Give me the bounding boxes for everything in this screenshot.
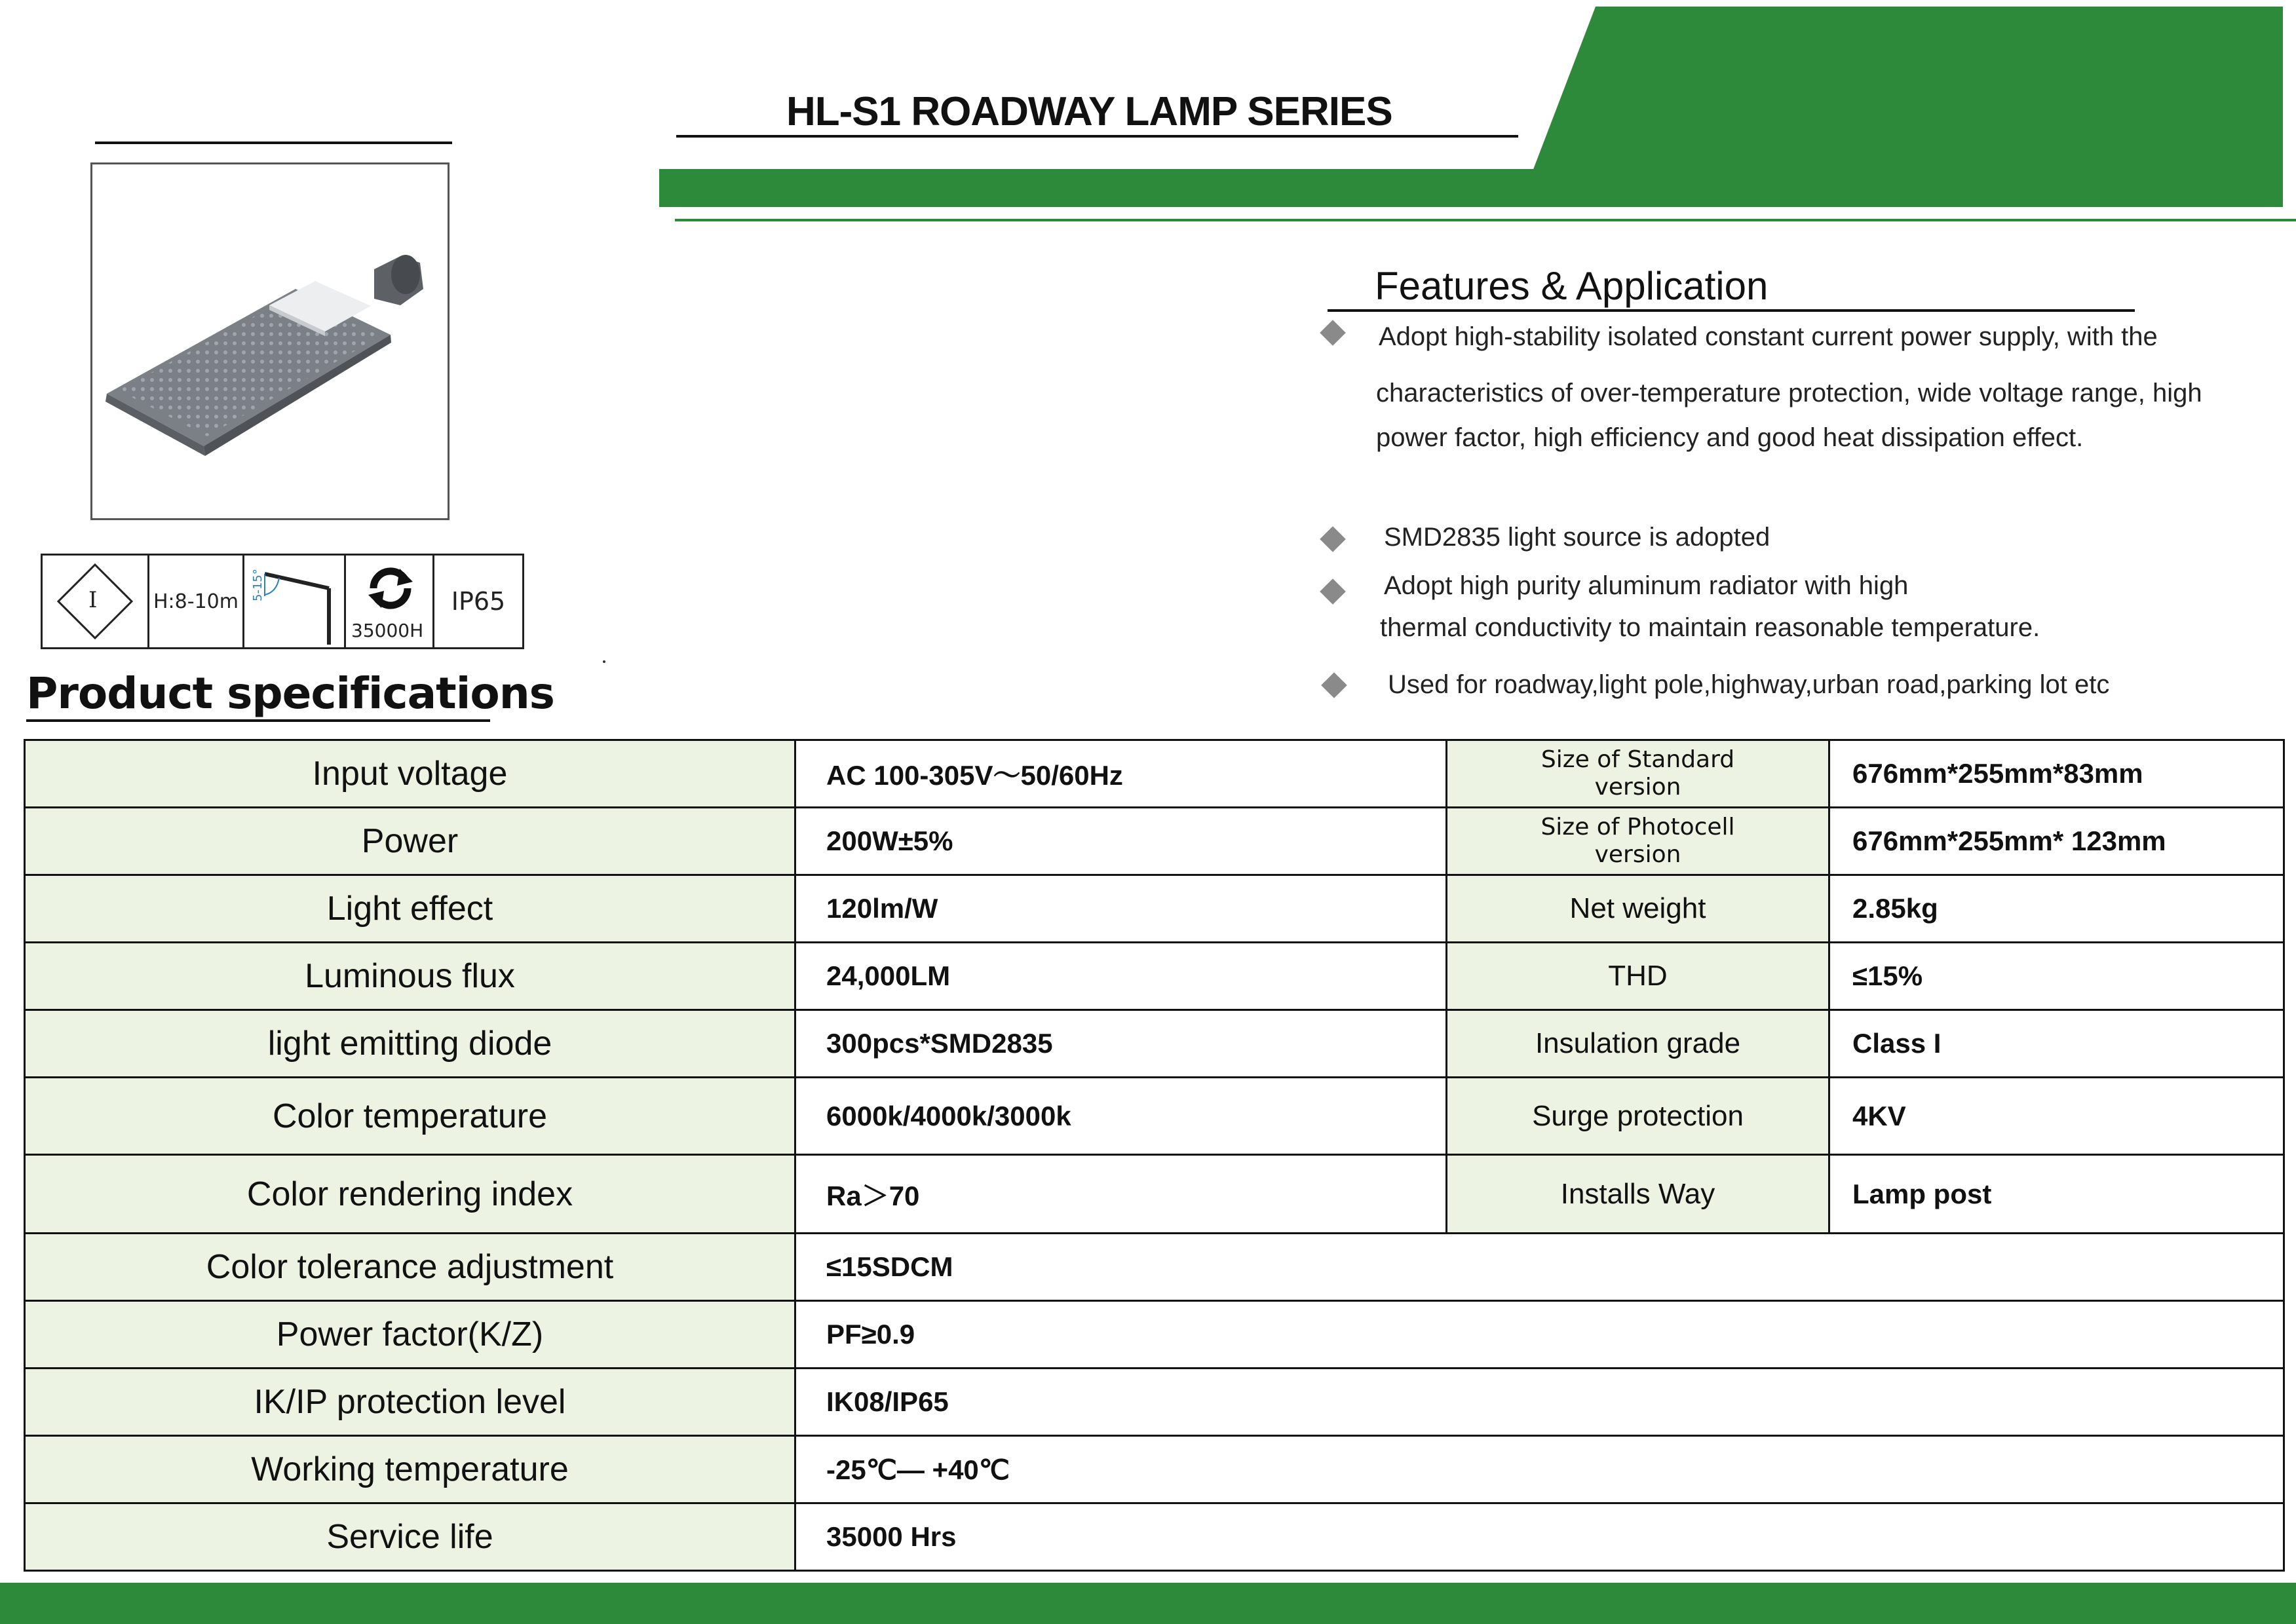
- spec-label-line: Size of Standard: [1540, 746, 1735, 773]
- class-i-mark: I: [88, 587, 98, 613]
- feature-line: Adopt high-stability isolated constant current power supply, with the: [1379, 322, 2158, 351]
- tilt-cell: [244, 556, 346, 647]
- spec-value: 300pcs*SMD2835: [795, 1010, 1447, 1078]
- page-title: HL-S1 ROADWAY LAMP SERIES: [786, 89, 1392, 134]
- spec-value: 6000k/4000k/3000k: [795, 1078, 1447, 1155]
- spec-value: -25℃— +40℃: [795, 1436, 2284, 1503]
- table-row: [25, 808, 2284, 875]
- spec-label-secondary: [1447, 740, 1829, 808]
- feature-line: Adopt high purity aluminum radiator with high: [1384, 571, 1909, 600]
- spec-value: 120lm/W: [795, 875, 1447, 943]
- spec-value-secondary: Lamp post: [1829, 1155, 2284, 1234]
- bullet-diamond-icon: [1320, 526, 1346, 552]
- footer-bar: [0, 1583, 2296, 1624]
- spec-value: 200W±5%: [795, 808, 1447, 875]
- spec-label: Working temperature: [25, 1436, 795, 1503]
- bullet-diamond-icon: [1321, 672, 1347, 698]
- table-row: [25, 740, 2284, 808]
- class-i-cell: [43, 556, 149, 647]
- spec-table: [24, 739, 2285, 1572]
- spec-label-secondary: THD: [1447, 943, 1829, 1010]
- spec-label: Color tolerance adjustment: [25, 1234, 795, 1301]
- spec-label: Luminous flux: [25, 943, 795, 1010]
- spec-label-line: version: [1594, 774, 1681, 801]
- spec-value-secondary: ≤15%: [1829, 943, 2284, 1010]
- spec-label-secondary: Surge protection: [1447, 1078, 1829, 1155]
- feature-item: [1380, 565, 2040, 649]
- spec-value-secondary: 4KV: [1829, 1078, 2284, 1155]
- icon-strip: [41, 554, 524, 649]
- features-heading: Features & Application: [1375, 264, 1769, 308]
- image-top-rule: [95, 142, 452, 144]
- feature-item: [1379, 317, 2158, 356]
- feature-item-continuation: [1376, 371, 2202, 460]
- specs-heading: Product specifications: [26, 668, 554, 719]
- spec-value-secondary: Class I: [1829, 1010, 2284, 1078]
- table-row: [25, 1369, 2284, 1436]
- feature-item: [1388, 665, 2109, 704]
- spec-label: Color rendering index: [25, 1155, 795, 1234]
- spec-label-line: version: [1594, 841, 1681, 868]
- header-divider: [675, 219, 2296, 221]
- feature-line: power factor, high efficiency and good heat dissipation effect.: [1376, 423, 2084, 452]
- spec-value: 24,000LM: [795, 943, 1447, 1010]
- product-image-frame: [90, 162, 450, 520]
- specs-heading-underline: [26, 719, 490, 722]
- spec-label-line: Size of Photocell: [1540, 814, 1735, 840]
- spec-value-secondary: 676mm*255mm* 123mm: [1829, 808, 2284, 875]
- table-row: [25, 943, 2284, 1010]
- spec-label: IK/IP protection level: [25, 1369, 795, 1436]
- spec-label: Input voltage: [25, 740, 795, 808]
- spec-label: Power factor(K/Z): [25, 1301, 795, 1369]
- spec-label-secondary: Installs Way: [1447, 1155, 1829, 1234]
- table-row: [25, 1234, 2284, 1301]
- spec-label-secondary: Net weight: [1447, 875, 1829, 943]
- feature-item: [1384, 518, 1770, 557]
- table-row: [25, 1436, 2284, 1503]
- spec-label: Service life: [25, 1503, 795, 1571]
- spec-label: Light effect: [25, 875, 795, 943]
- height-cell: [149, 556, 244, 647]
- spec-label-secondary: [1447, 808, 1829, 875]
- spec-value: PF≥0.9: [795, 1301, 2284, 1369]
- ip-rating: IP65: [451, 587, 506, 616]
- table-row: [25, 1503, 2284, 1571]
- spec-value-secondary: 676mm*255mm*83mm: [1829, 740, 2284, 808]
- feature-line: Used for roadway,light pole,highway,urban road,parking lot etc: [1388, 670, 2110, 699]
- lifetime-hours: 35000H: [351, 620, 424, 641]
- spec-value-secondary: 2.85kg: [1829, 875, 2284, 943]
- spec-value: ≤15SDCM: [795, 1234, 2284, 1301]
- spec-value: 35000 Hrs: [795, 1503, 2284, 1571]
- lifetime-cell: [346, 556, 434, 647]
- table-row: [25, 875, 2284, 943]
- tilt-angle: 5-15°: [251, 569, 265, 601]
- features-heading-underline: [1328, 309, 2135, 312]
- spec-label: light emitting diode: [25, 1010, 795, 1078]
- spec-value: AC 100-305V～50/60Hz: [795, 740, 1447, 808]
- height-range: H:8-10m: [153, 590, 239, 613]
- table-row: [25, 1078, 2284, 1155]
- street-lamp-icon: [92, 164, 448, 518]
- bullet-diamond-icon: [1320, 320, 1346, 346]
- spec-value: Ra＞70: [795, 1155, 1447, 1234]
- title-underline: [676, 135, 1518, 138]
- table-row: [25, 1155, 2284, 1234]
- table-row: [25, 1301, 2284, 1369]
- table-row: [25, 1010, 2284, 1078]
- feature-line: SMD2835 light source is adopted: [1384, 523, 1770, 552]
- stray-dot: [603, 660, 605, 663]
- bullet-diamond-icon: [1320, 578, 1346, 605]
- feature-line: characteristics of over-temperature protection, wide voltage range, high: [1376, 379, 2202, 407]
- cycle-arrows-icon: [364, 562, 417, 614]
- spec-value: IK08/IP65: [795, 1369, 2284, 1436]
- spec-label: Power: [25, 808, 795, 875]
- ip-cell: [434, 556, 522, 647]
- spec-label-secondary: Insulation grade: [1447, 1010, 1829, 1078]
- spec-label: Color temperature: [25, 1078, 795, 1155]
- feature-line: thermal conductivity to maintain reasonable temperature.: [1380, 613, 2040, 642]
